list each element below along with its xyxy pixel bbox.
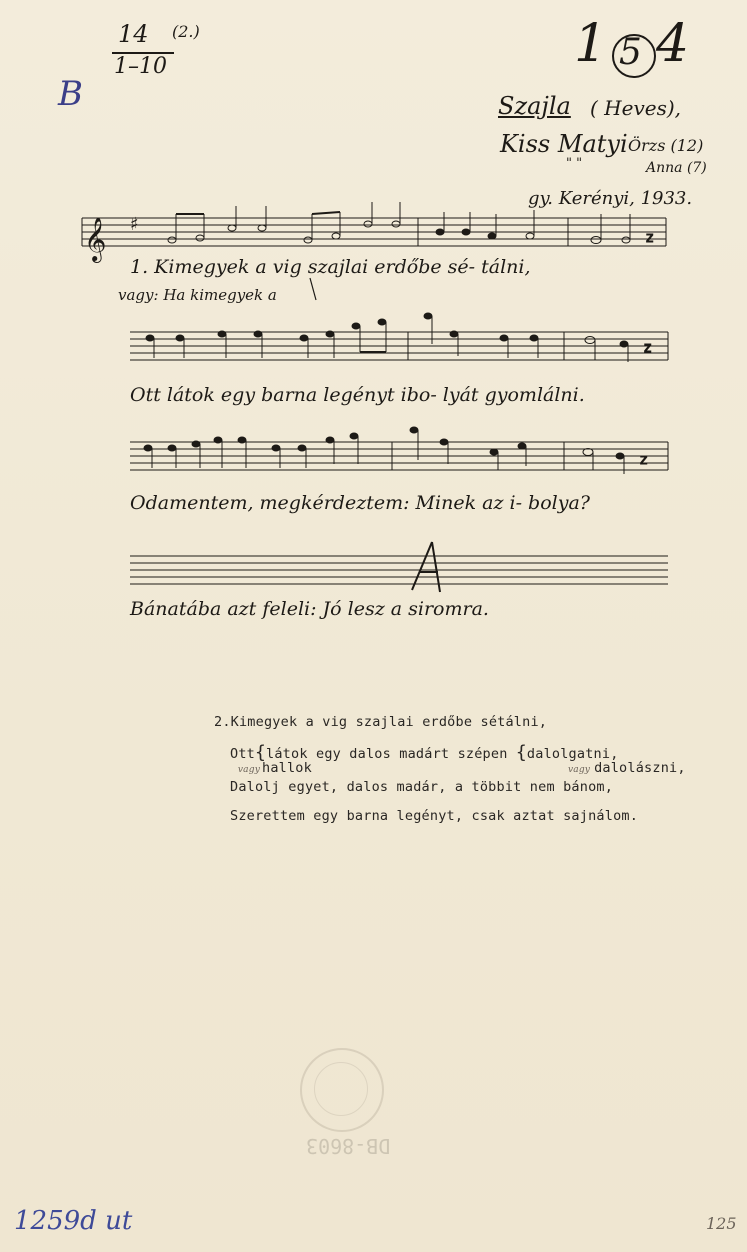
series-letter: B <box>58 74 83 114</box>
staff-2 <box>130 332 668 360</box>
staff-4 <box>130 556 668 584</box>
archive-stamp <box>300 1048 384 1132</box>
staff-3-notes <box>144 427 647 474</box>
lyric-line-2: Ott látok egy barna legényt ibo- lyát gyomlálni. <box>130 384 585 406</box>
treble-clef: 𝄞 <box>84 217 107 261</box>
lyric-variant: vagy: Ha kimegyek a <box>118 286 277 304</box>
typed-line-1: 2.Kimegyek a vig szajlai erdőbe sétálni, <box>214 714 548 730</box>
svg-text:z: z <box>644 340 652 356</box>
variant-mark-1: vagy <box>237 765 260 775</box>
staff-3 <box>130 442 668 470</box>
staff-1 <box>82 218 666 246</box>
bleed-through-mark: DB-8603 <box>306 1134 391 1158</box>
fraction-top: 14 <box>118 20 149 48</box>
typed-line-2a-end: dalolgatni, <box>526 746 619 762</box>
singer1: Kiss Matyi <box>500 130 628 158</box>
staff-2-notes <box>146 313 651 362</box>
catalog-number-circled: 5 <box>619 32 642 73</box>
typed-line-2b-end: dalolászni, <box>594 760 686 776</box>
catalog-number-left: 1 <box>574 14 608 74</box>
lyric-line-1: 1. Kimegyek a vig szajlai erdőbe sé- tálni, <box>130 256 531 278</box>
svg-text:z: z <box>646 230 654 246</box>
collector: gy. Kerényi, 1933. <box>528 188 693 209</box>
key-signature-sharp: ♯ <box>130 214 139 235</box>
typed-line-4: Szerettem egy barna legényt, csak aztat sajnálom. <box>230 808 639 824</box>
svg-text:z: z <box>640 452 648 468</box>
typed-line-2b-word: hallok <box>262 760 312 776</box>
verse-variant-brace <box>310 278 316 300</box>
fraction-paren: (2.) <box>172 22 200 41</box>
lyric-line-3: Odamentem, megkérdeztem: Minek az i- bolya? <box>130 492 590 514</box>
typed-line-2a-mid: egy dalos madárt szépen <box>307 746 516 762</box>
fraction-bottom: 1–10 <box>114 54 167 79</box>
singer1-extra: Örzs (12) <box>628 136 704 155</box>
variant-mark-2: vagy <box>567 765 591 775</box>
place-name: Szajla <box>498 92 571 120</box>
singer2: Anna (7) <box>646 160 707 176</box>
typed-line-2a-prefix: Ott <box>230 746 255 762</box>
brace-left: { <box>254 742 267 763</box>
typed-line-2b <box>230 760 686 776</box>
catalog-number-right: 4 <box>656 14 690 74</box>
brace-right: { <box>515 742 527 763</box>
typed-line-3: Dalolj egyet, dalos madár, a többit nem bánom, <box>230 779 614 795</box>
singer2-ditto: " " <box>566 156 583 171</box>
county-name: ( Heves), <box>590 96 681 120</box>
typed-line-2a-word: látok <box>266 746 308 762</box>
lyric-line-4: Bánatába azt feleli: Jó lesz a siromra. <box>130 598 489 620</box>
page-corner-number: 125 <box>706 1214 737 1233</box>
archive-mark: 1259d ut <box>14 1206 133 1236</box>
